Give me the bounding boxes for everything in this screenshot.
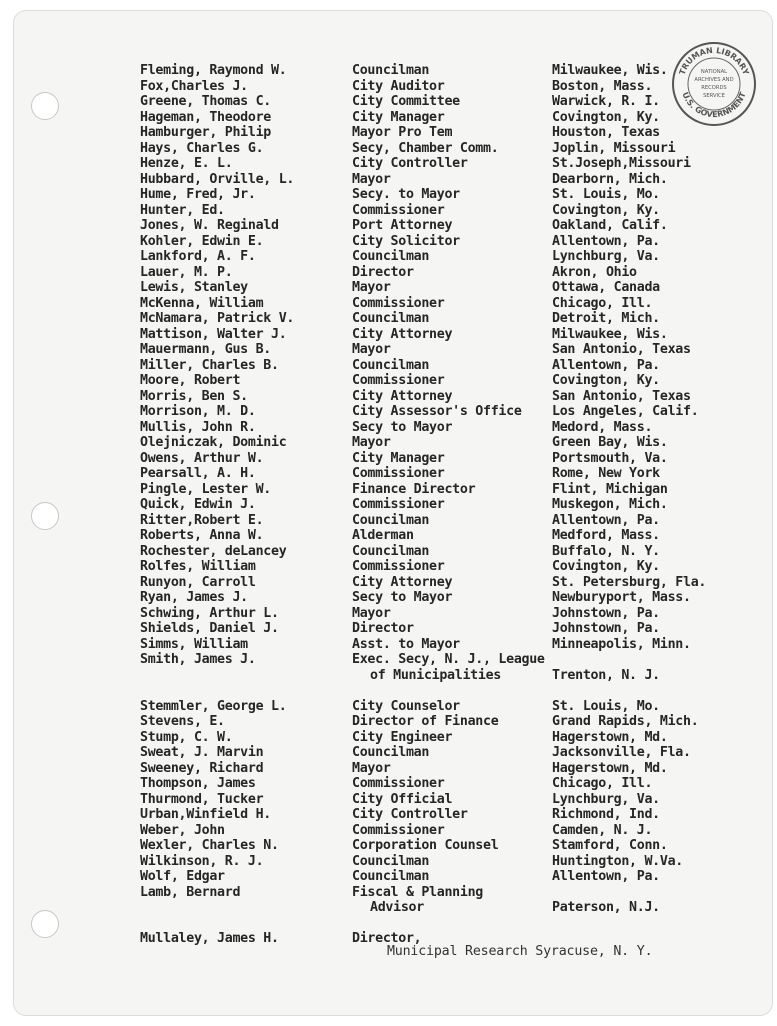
roster-row <box>0 79 777 95</box>
person-title: Mayor <box>352 605 391 621</box>
person-title: Secy to Mayor <box>352 419 453 435</box>
person-city: Johnstown, Pa. <box>552 605 660 621</box>
person-city: Chicago, Ill. <box>552 295 653 311</box>
roster-row <box>0 404 777 420</box>
person-city: St. Petersburg, Fla. <box>552 574 707 590</box>
person-name: Mattison, Walter J. <box>140 326 287 342</box>
person-title: Councilman <box>352 745 430 760</box>
person-title: Port Attorney <box>352 218 453 233</box>
person-city: Chicago, Ill. <box>552 776 653 791</box>
person-name: Moore, Robert <box>140 373 241 388</box>
roster-row <box>0 528 777 544</box>
roster-row <box>0 234 777 250</box>
roster-row <box>0 900 777 916</box>
person-title: Asst. to Mayor <box>352 636 460 652</box>
person-city: Allentown, Pa. <box>552 233 660 249</box>
person-title: Mayor <box>352 342 391 357</box>
person-name: Hubbard, Orville, L. <box>140 171 295 187</box>
roster-row <box>0 854 777 870</box>
person-title: City Engineer <box>352 729 453 745</box>
roster-row <box>0 885 777 901</box>
roster-row <box>0 606 777 622</box>
person-name: Mullis, John R. <box>140 419 256 435</box>
person-city: Allentown, Pa. <box>552 512 660 528</box>
person-title-cont: Advisor <box>370 900 424 915</box>
person-name: McKenna, William <box>140 295 264 311</box>
person-title: Director <box>352 621 414 636</box>
person-city: San Antonio, Texas <box>552 342 691 357</box>
roster-row <box>0 249 777 265</box>
roster-row <box>0 823 777 839</box>
person-name: Lankford, A. F. <box>140 249 256 264</box>
person-title: Commissioner <box>352 466 445 481</box>
person-city: Lynchburg, Va. <box>552 791 660 807</box>
person-city: Covington, Ky. <box>552 109 660 125</box>
person-title: City Controller <box>352 807 468 822</box>
person-title: Commissioner <box>352 202 445 218</box>
roster-row <box>0 513 777 529</box>
person-title: Secy to Mayor <box>352 590 453 605</box>
roster-row <box>0 730 777 746</box>
person-title: Mayor <box>352 760 391 776</box>
person-city: Milwaukee, Wis. <box>552 326 668 342</box>
roster-row <box>0 466 777 482</box>
roster-row <box>0 203 777 219</box>
roster-row <box>0 838 777 854</box>
roster-row <box>0 94 777 110</box>
person-title: Corporation Counsel <box>352 838 499 853</box>
roster-row <box>0 869 777 885</box>
person-title: Commissioner <box>352 373 445 388</box>
person-title: Mayor <box>352 280 391 295</box>
person-title: Mayor <box>352 171 391 187</box>
person-name: Thompson, James <box>140 776 256 791</box>
person-name: Smith, James J. <box>140 652 256 667</box>
roster-row <box>0 420 777 436</box>
person-title: Commissioner <box>352 295 445 311</box>
person-title-cont: of Municipalities <box>370 667 501 683</box>
person-city: Paterson, N.J. <box>552 900 660 915</box>
roster-row <box>0 792 777 808</box>
person-title: City Manager <box>352 109 445 125</box>
person-title: Commissioner <box>352 497 445 512</box>
person-city: Jacksonville, Fla. <box>552 745 691 760</box>
person-name: Lauer, M. P. <box>140 264 233 280</box>
roster-row <box>0 296 777 312</box>
person-title: Councilman <box>352 543 430 559</box>
roster-row <box>0 451 777 467</box>
person-name: Sweat, J. Marvin <box>140 745 264 760</box>
person-title: City Controller <box>352 156 468 171</box>
person-city: Newburyport, Mass. <box>552 590 691 605</box>
person-city: Portsmouth, Va. <box>552 450 668 466</box>
person-title: Commissioner <box>352 822 445 838</box>
person-name: Kohler, Edwin E. <box>140 233 264 249</box>
person-name: Greene, Thomas C. <box>140 94 271 109</box>
person-title: Director, <box>352 931 422 946</box>
roster-row <box>0 218 777 234</box>
person-title: City Assessor's Office <box>352 404 522 419</box>
roster-row <box>0 575 777 591</box>
person-name: Hunter, Ed. <box>140 202 225 218</box>
person-title: Director <box>352 264 414 280</box>
person-title: Secy. to Mayor <box>352 187 460 202</box>
roster-row <box>0 141 777 157</box>
person-name: Stump, C. W. <box>140 729 233 745</box>
roster-row <box>0 342 777 358</box>
roster-row <box>0 172 777 188</box>
person-city: Covington, Ky. <box>552 202 660 218</box>
person-city: Richmond, Ind. <box>552 807 660 822</box>
roster-row <box>0 373 777 389</box>
person-city: Warwick, R. I. <box>552 94 660 109</box>
person-name: Urban,Winfield H. <box>140 807 271 822</box>
roster-row <box>0 590 777 606</box>
person-title: Councilman <box>352 853 430 869</box>
person-title: City Committee <box>352 94 460 109</box>
person-title: City Auditor <box>352 78 445 94</box>
person-name: Fox,Charles J. <box>140 78 248 94</box>
person-name: Thurmond, Tucker <box>140 791 264 807</box>
roster-row <box>0 668 777 684</box>
person-name: Wexler, Charles N. <box>140 838 279 853</box>
person-city: Muskegon, Mich. <box>552 497 668 512</box>
person-title: City Attorney <box>352 574 453 590</box>
roster-row <box>0 807 777 823</box>
person-title: City Attorney <box>352 388 453 404</box>
person-city: Houston, Texas <box>552 125 660 140</box>
roster-row <box>0 110 777 126</box>
person-city: Covington, Ky. <box>552 559 660 574</box>
person-city: Ottawa, Canada <box>552 280 660 295</box>
person-name: Pearsall, A. H. <box>140 466 256 481</box>
person-title: Councilman <box>352 869 430 884</box>
person-title: Finance Director <box>352 481 476 497</box>
person-city: St. Louis, Mo. <box>552 698 660 714</box>
person-city: Lynchburg, Va. <box>552 249 660 264</box>
person-name: Roberts, Anna W. <box>140 528 264 543</box>
person-name: Quick, Edwin J. <box>140 497 256 512</box>
person-name: Stevens, E. <box>140 714 225 729</box>
person-name: Hays, Charles G. <box>140 140 264 156</box>
person-city: Covington, Ky. <box>552 373 660 388</box>
person-title: Director of Finance <box>352 714 499 729</box>
person-name: Sweeney, Richard <box>140 760 264 776</box>
roster-row <box>0 280 777 296</box>
person-name: Rochester, deLancey <box>140 543 287 559</box>
stamp-bottom-text: U.S. GOVERNMENT <box>680 90 748 120</box>
roster-row <box>0 776 777 792</box>
person-name: Olejniczak, Dominic <box>140 435 287 450</box>
stamp-center-line: NATIONAL <box>700 69 728 75</box>
person-city: St. Louis, Mo. <box>552 187 660 202</box>
person-city: Medord, Mass. <box>552 419 653 435</box>
stamp-center-line: SERVICE <box>703 93 725 99</box>
person-name: Stemmler, George L. <box>140 698 287 714</box>
person-name: Runyon, Carroll <box>140 574 256 590</box>
person-city: Los Angeles, Calif. <box>552 404 699 419</box>
roster-row <box>0 327 777 343</box>
stamp-center-line: ARCHIVES AND <box>694 77 734 83</box>
person-city: San Antonio, Texas <box>552 388 691 404</box>
person-name: Miller, Charles B. <box>140 357 279 373</box>
footer-line: Municipal Research Syracuse, N. Y. <box>387 944 653 959</box>
roster-row <box>0 311 777 327</box>
person-name: Mauermann, Gus B. <box>140 342 271 357</box>
person-city: Green Bay, Wis. <box>552 435 668 450</box>
person-title: City Counselor <box>352 698 460 714</box>
roster-row <box>0 544 777 560</box>
person-city: Minneapolis, Minn. <box>552 636 691 652</box>
person-city: Grand Rapids, Mich. <box>552 714 699 729</box>
person-name: Henze, E. L. <box>140 156 233 171</box>
person-title: City Solicitor <box>352 233 460 249</box>
person-city: Dearborn, Mich. <box>552 171 668 187</box>
person-name: Wilkinson, R. J. <box>140 853 264 869</box>
person-city: Detroit, Mich. <box>552 311 660 326</box>
roster-row <box>0 699 777 715</box>
person-name: Pingle, Lester W. <box>140 481 271 497</box>
roster-row <box>0 637 777 653</box>
person-name: Jones, W. Reginald <box>140 218 279 233</box>
person-name: McNamara, Patrick V. <box>140 311 295 326</box>
person-title: Councilman <box>352 357 430 373</box>
row-spacer <box>0 916 777 932</box>
person-city: Joplin, Missouri <box>552 140 676 156</box>
person-title: Exec. Secy, N. J., League <box>352 652 545 667</box>
person-title: Councilman <box>352 63 430 78</box>
person-name: Lewis, Stanley <box>140 280 248 295</box>
person-name: Fleming, Raymond W. <box>140 63 287 78</box>
person-title: City Attorney <box>352 326 453 342</box>
stamp-center-line: RECORDS <box>701 85 727 91</box>
person-name: Wolf, Edgar <box>140 869 225 884</box>
roster-list <box>0 63 777 947</box>
roster-row <box>0 714 777 730</box>
person-title: Commissioner <box>352 776 445 791</box>
person-city: Medford, Mass. <box>552 528 660 543</box>
person-name: Hamburger, Philip <box>140 125 271 140</box>
roster-row <box>0 125 777 141</box>
person-city: Milwaukee, Wis. <box>552 63 668 78</box>
person-title: Councilman <box>352 249 430 264</box>
person-title: Mayor <box>352 435 391 450</box>
roster-row <box>0 621 777 637</box>
person-name: Morris, Ben S. <box>140 388 248 404</box>
person-city: Hagerstown, Md. <box>552 729 668 745</box>
roster-row <box>0 482 777 498</box>
person-city: Stamford, Conn. <box>552 838 668 853</box>
roster-row <box>0 652 777 668</box>
person-title: City Official <box>352 791 453 807</box>
person-city: Hagerstown, Md. <box>552 760 668 776</box>
row-spacer <box>0 683 777 699</box>
person-city: Flint, Michigan <box>552 481 668 497</box>
person-name: Lamb, Bernard <box>140 884 241 900</box>
person-name: Ryan, James J. <box>140 590 248 605</box>
person-city: Allentown, Pa. <box>552 357 660 373</box>
roster-row <box>0 761 777 777</box>
person-title: Councilman <box>352 512 430 528</box>
roster-row <box>0 358 777 374</box>
roster-row <box>0 187 777 203</box>
person-name: Schwing, Arthur L. <box>140 605 279 621</box>
person-title: Commissioner <box>352 559 445 574</box>
roster-row <box>0 389 777 405</box>
roster-row <box>0 156 777 172</box>
roster-row <box>0 745 777 761</box>
person-title: Alderman <box>352 528 414 543</box>
person-name: Morrison, M. D. <box>140 404 256 419</box>
person-city: Rome, New York <box>552 466 660 481</box>
roster-row <box>0 497 777 513</box>
person-name: Hume, Fred, Jr. <box>140 187 256 202</box>
person-name: Mullaley, James H. <box>140 931 279 946</box>
person-name: Hageman, Theodore <box>140 109 271 125</box>
person-title: City Manager <box>352 450 445 466</box>
person-title: Councilman <box>352 311 430 326</box>
roster-row <box>0 63 777 79</box>
person-city: Boston, Mass. <box>552 78 653 94</box>
person-city: Huntington, W.Va. <box>552 853 683 869</box>
person-city: Trenton, N. J. <box>552 667 660 683</box>
roster-row <box>0 559 777 575</box>
person-city: St.Joseph,Missouri <box>552 156 691 171</box>
person-city: Camden, N. J. <box>552 822 653 838</box>
roster-row <box>0 435 777 451</box>
person-city: Oakland, Calif. <box>552 218 668 233</box>
stamp-top-text: TRUMAN LIBRARY <box>677 45 751 77</box>
person-name: Shields, Daniel J. <box>140 621 279 636</box>
person-city: Allentown, Pa. <box>552 869 660 884</box>
person-name: Ritter,Robert E. <box>140 512 264 528</box>
person-name: Simms, William <box>140 636 248 652</box>
person-city: Akron, Ohio <box>552 264 637 280</box>
person-name: Weber, John <box>140 822 225 838</box>
person-name: Rolfes, William <box>140 559 256 574</box>
person-city: Buffalo, N. Y. <box>552 543 660 559</box>
roster-row <box>0 265 777 281</box>
person-city: Johnstown, Pa. <box>552 621 660 636</box>
person-title: Fiscal & Planning <box>352 884 483 900</box>
person-title: Secy, Chamber Comm. <box>352 140 499 156</box>
person-title: Mayor Pro Tem <box>352 125 453 140</box>
person-name: Owens, Arthur W. <box>140 450 264 466</box>
